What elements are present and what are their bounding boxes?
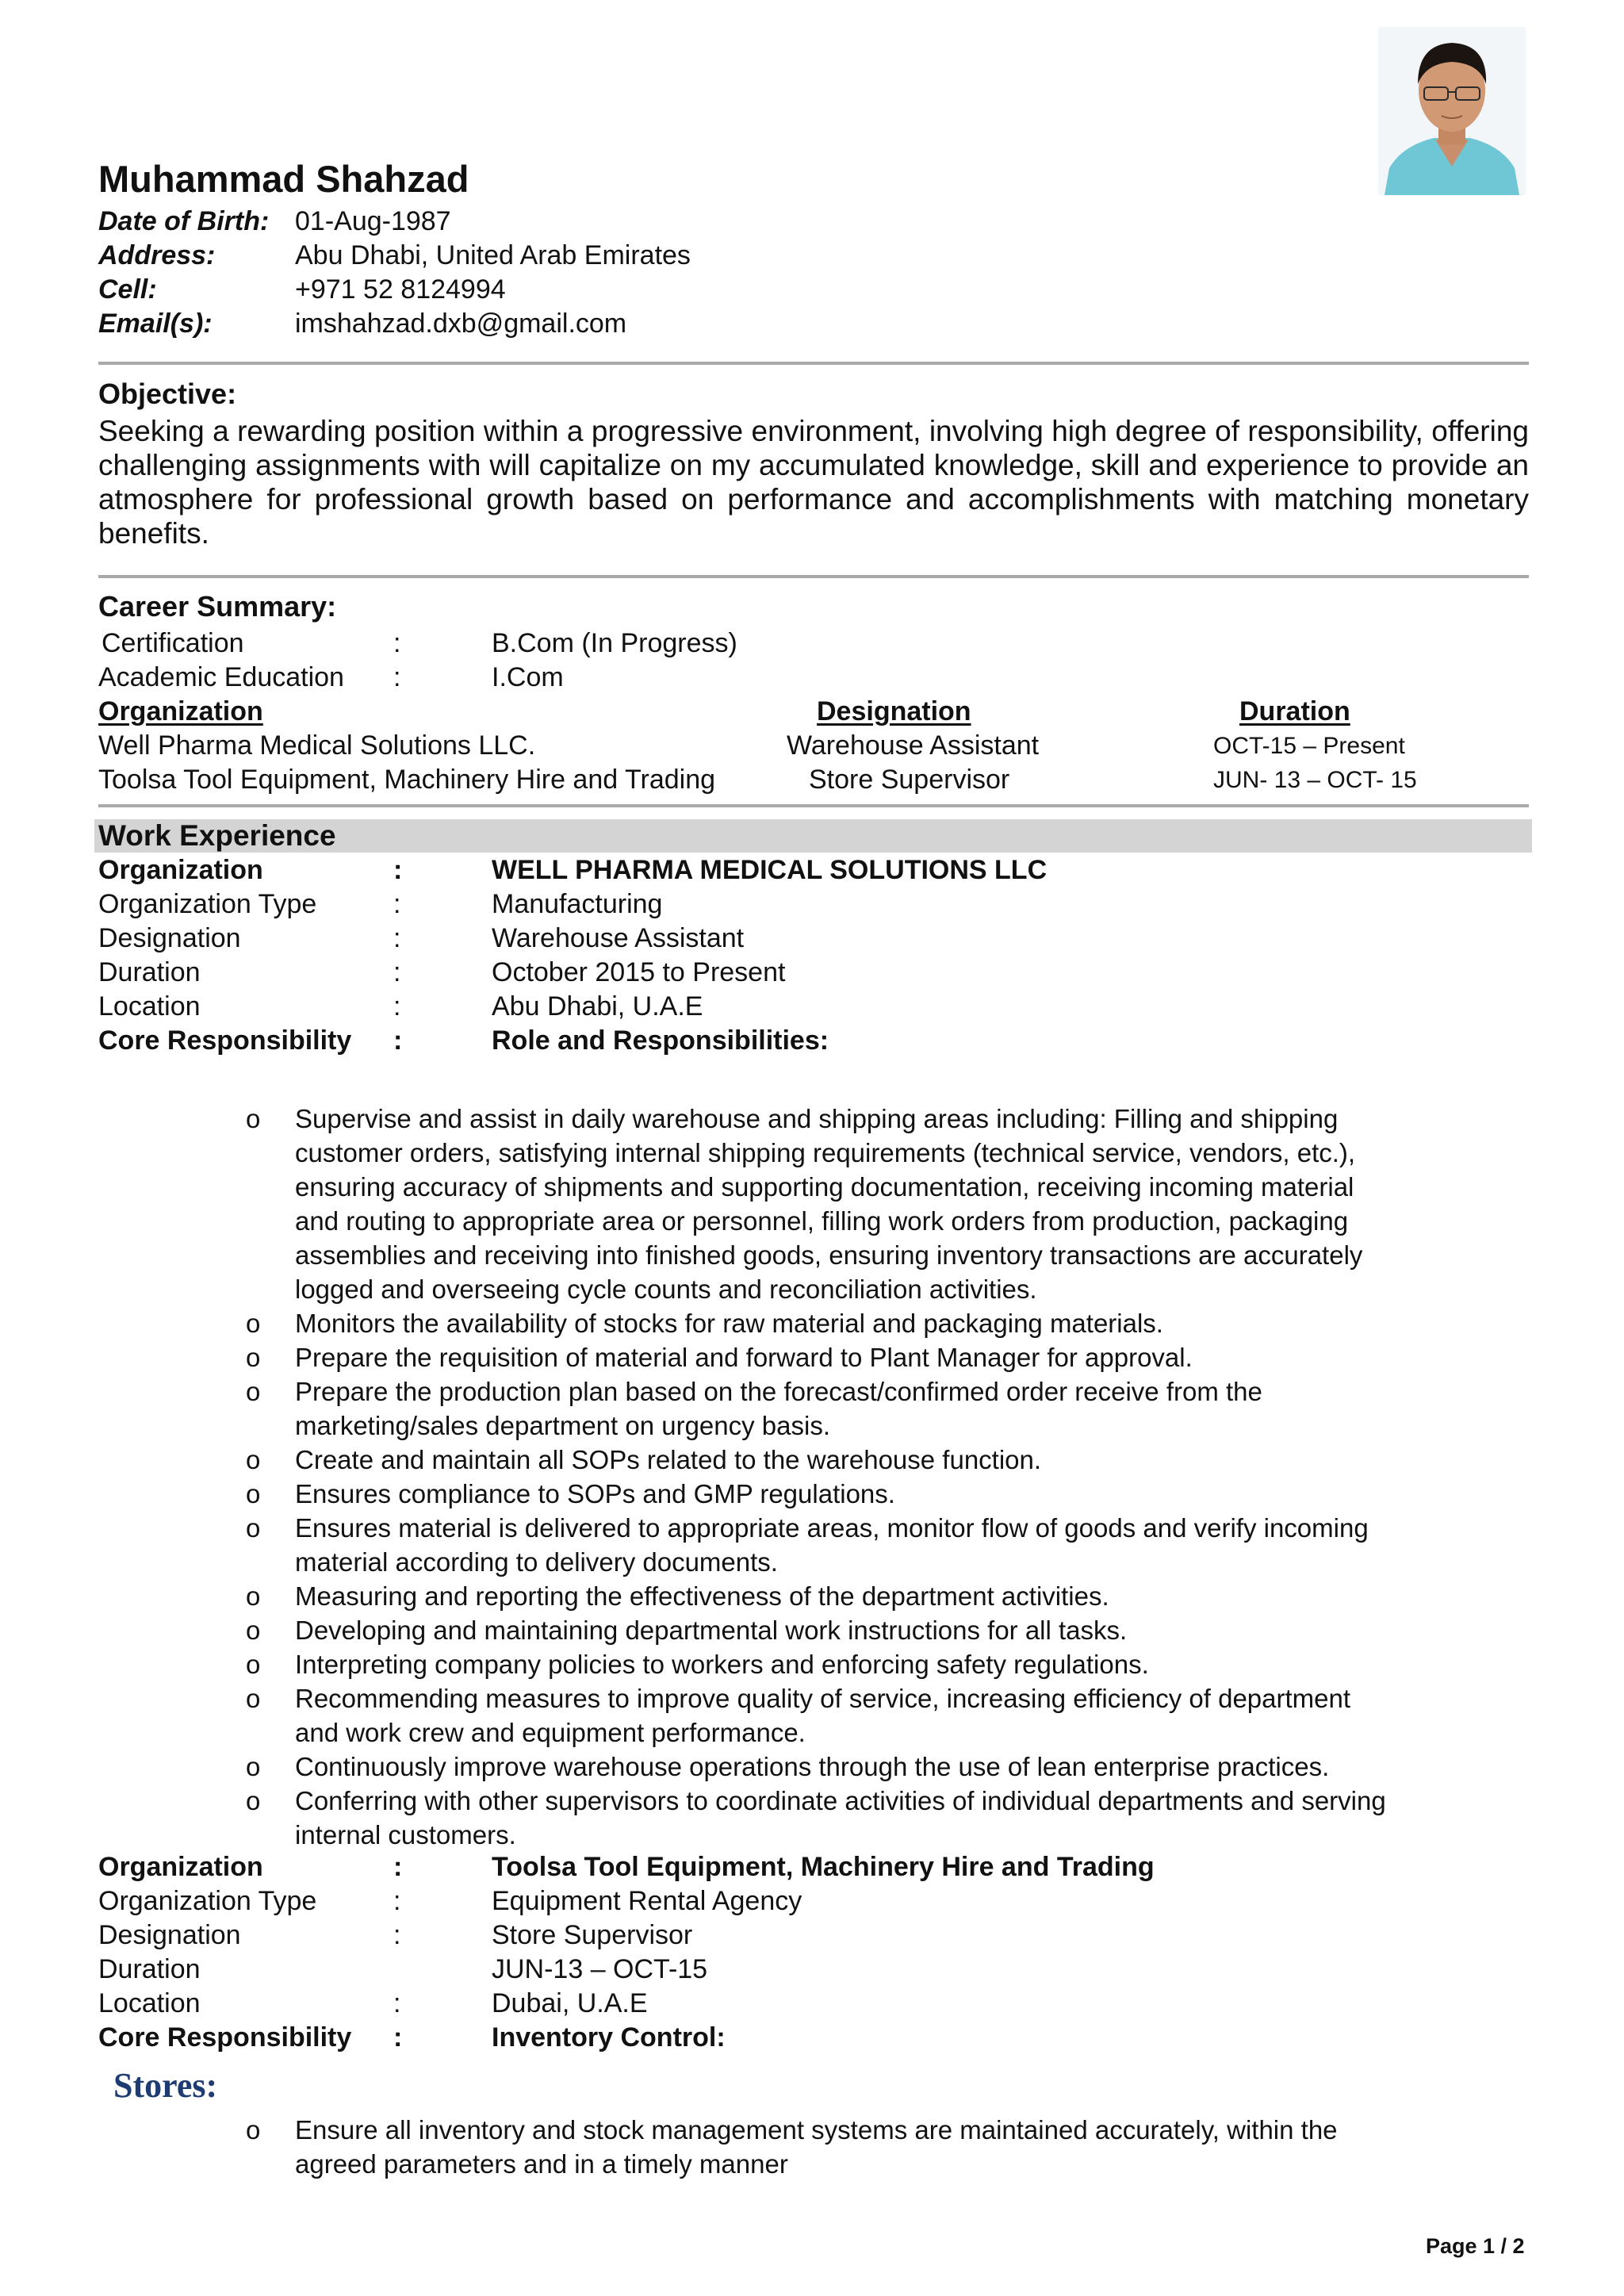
- cell-value: +971 52 8124994: [295, 274, 506, 305]
- bullet-line: Prepare the production plan based on the forecast/confirmed order receive from the: [295, 1377, 1262, 1406]
- bullet-line: and routing to appropriate area or personnel, filling work orders from production, packaging: [295, 1206, 1349, 1236]
- column-duration: Duration: [1239, 696, 1350, 726]
- bullet-item: [246, 1443, 1427, 1477]
- email-label: Email(s):: [98, 309, 213, 339]
- separator: :: [393, 662, 401, 692]
- bullet-marker: o: [246, 1479, 261, 1508]
- separator: :: [393, 855, 403, 885]
- bullet-line: Prepare the requisition of material and forward to Plant Manager for approval.: [295, 1343, 1193, 1372]
- certification-value: B.Com (In Progress): [492, 628, 737, 658]
- bullet-marker: o: [246, 1752, 261, 1781]
- bullet-line: Developing and maintaining departmental work instructions for all tasks.: [295, 1616, 1128, 1645]
- objective-text: [98, 414, 1529, 550]
- objective-paragraph: Seeking a rewarding position within a progressive environment, involving high degree of responsibility, offering challenging assignments with will capitalize on my accumulated knowledge, skill and experience to provide an atmosphere for professional growth based on performance and accomplishments with matching monetary benefits.: [98, 415, 1529, 550]
- bullet-item: [246, 1750, 1427, 1784]
- certification-label: Certification: [102, 628, 244, 658]
- separator: :: [393, 1025, 403, 1056]
- career-row-org: Well Pharma Medical Solutions LLC.: [98, 730, 536, 761]
- field-value: Equipment Rental Agency: [492, 1886, 802, 1916]
- career-row-duration: JUN- 13 – OCT- 15: [1213, 767, 1417, 793]
- bullet-line: customer orders, satisfying internal shipping requirements (technical service, vendors, etc.),: [295, 1138, 1356, 1167]
- bullet-line: marketing/sales department on urgency basis.: [295, 1411, 831, 1440]
- job1-bullet-list: [246, 1102, 1427, 1852]
- page-number: Page 1 / 2: [1426, 2234, 1525, 2258]
- bullet-line: Interpreting company policies to workers and enforcing safety regulations.: [295, 1650, 1149, 1679]
- field-value: Abu Dhabi, U.A.E: [492, 991, 703, 1022]
- bullet-marker: o: [246, 1786, 261, 1815]
- career-summary-heading: Career Summary:: [98, 590, 337, 623]
- field-value: Dubai, U.A.E: [492, 1988, 648, 2018]
- bullet-line: and work crew and equipment performance.: [295, 1718, 806, 1747]
- bullet-marker: o: [246, 1343, 261, 1372]
- separator: :: [393, 1852, 403, 1882]
- bullet-item: [246, 1784, 1427, 1852]
- bullet-item: [246, 1613, 1427, 1647]
- separator: :: [393, 889, 401, 919]
- field-value: Warehouse Assistant: [492, 923, 745, 953]
- divider: [98, 362, 1529, 365]
- stores-heading: Stores:: [113, 2066, 218, 2105]
- bullet-marker: o: [246, 1445, 261, 1474]
- bullet-marker: o: [246, 1581, 261, 1611]
- email-value: imshahzad.dxb@gmail.com: [295, 309, 627, 339]
- candidate-name: Muhammad Shahzad: [98, 158, 469, 200]
- address-label: Address:: [98, 240, 216, 270]
- bullet-marker: o: [246, 1684, 261, 1713]
- field-label: Designation: [98, 923, 241, 953]
- education-value: I.Com: [492, 662, 564, 692]
- bullet-line: Ensures material is delivered to appropriate areas, monitor flow of goods and verify incoming: [295, 1513, 1369, 1543]
- separator: :: [393, 923, 401, 953]
- bullet-marker: o: [246, 1616, 261, 1645]
- bullet-line: Ensure all inventory and stock management systems are maintained accurately, within the: [295, 2115, 1338, 2145]
- field-value: Toolsa Tool Equipment, Machinery Hire and Trading: [492, 1852, 1155, 1882]
- bullet-marker: o: [246, 1377, 261, 1406]
- profile-photo: [1378, 27, 1526, 195]
- field-value: WELL PHARMA MEDICAL SOLUTIONS LLC: [492, 855, 1048, 885]
- bullet-line: agreed parameters and in a timely manner: [295, 2149, 788, 2179]
- bullet-item: [246, 1477, 1427, 1511]
- bullet-item: [246, 1102, 1427, 1306]
- divider: [98, 575, 1529, 578]
- column-designation: Designation: [817, 696, 971, 726]
- bullet-line: Recommending measures to improve quality of service, increasing efficiency of department: [295, 1684, 1351, 1713]
- field-label: Location: [98, 991, 201, 1022]
- bullet-item: [246, 1579, 1427, 1613]
- field-label: Organization Type: [98, 1886, 317, 1916]
- bullet-marker: o: [246, 1650, 261, 1679]
- bullet-line: Supervise and assist in daily warehouse and shipping areas including: Filling and shipping: [295, 1104, 1339, 1133]
- career-row-designation: Warehouse Assistant: [787, 730, 1040, 761]
- bullet-line: Monitors the availability of stocks for raw material and packaging materials.: [295, 1309, 1163, 1338]
- field-label: Organization: [98, 855, 263, 885]
- field-label: Core Responsibility: [98, 1025, 352, 1056]
- field-label: Core Responsibility: [98, 2022, 352, 2053]
- field-value: Inventory Control:: [492, 2022, 726, 2053]
- bullet-item: [246, 2113, 1427, 2181]
- field-label: Organization: [98, 1852, 263, 1882]
- field-label: Designation: [98, 1920, 241, 1950]
- bullet-line: Create and maintain all SOPs related to the warehouse function.: [295, 1445, 1042, 1474]
- bullet-line: Ensures compliance to SOPs and GMP regulations.: [295, 1479, 895, 1508]
- separator: :: [393, 1988, 401, 2018]
- address-value: Abu Dhabi, United Arab Emirates: [295, 240, 691, 270]
- field-label: Duration: [98, 1954, 201, 1984]
- separator: :: [393, 991, 401, 1022]
- cell-label: Cell:: [98, 274, 157, 305]
- separator: :: [393, 2022, 403, 2053]
- divider: [98, 804, 1529, 807]
- field-value: Manufacturing: [492, 889, 663, 919]
- field-label: Location: [98, 1988, 201, 2018]
- field-value: Role and Responsibilities:: [492, 1025, 829, 1056]
- field-label: Organization Type: [98, 889, 317, 919]
- bullet-marker: o: [246, 1513, 261, 1543]
- bullet-line: logged and overseeing cycle counts and reconciliation activities.: [295, 1274, 1037, 1304]
- bullet-item: [246, 1511, 1427, 1579]
- bullet-item: [246, 1306, 1427, 1340]
- bullet-marker: o: [246, 1104, 261, 1133]
- job2-bullet-list: [246, 2113, 1427, 2181]
- bullet-line: Measuring and reporting the effectiveness of the department activities.: [295, 1581, 1109, 1611]
- bullet-line: Continuously improve warehouse operations through the use of lean enterprise practices.: [295, 1752, 1330, 1781]
- bullet-item: [246, 1340, 1427, 1374]
- bullet-line: Conferring with other supervisors to coordinate activities of individual departments and serving: [295, 1786, 1386, 1815]
- bullet-line: ensuring accuracy of shipments and supporting documentation, receiving incoming material: [295, 1172, 1354, 1202]
- field-value: Store Supervisor: [492, 1920, 693, 1950]
- objective-heading: Objective:: [98, 378, 237, 410]
- bullet-marker: o: [246, 2115, 261, 2145]
- field-value: JUN-13 – OCT-15: [492, 1954, 708, 1984]
- bullet-line: internal customers.: [295, 1820, 516, 1849]
- career-row-org: Toolsa Tool Equipment, Machinery Hire and Trading: [98, 765, 716, 795]
- bullet-marker: o: [246, 1309, 261, 1338]
- field-value: October 2015 to Present: [492, 957, 786, 987]
- bullet-item: [246, 1374, 1427, 1443]
- bullet-line: assemblies and receiving into finished goods, ensuring inventory transactions are accurately: [295, 1240, 1363, 1270]
- separator: :: [393, 957, 401, 987]
- column-organization: Organization: [98, 696, 263, 726]
- bullet-item: [246, 1681, 1427, 1750]
- separator: :: [393, 1920, 401, 1950]
- career-row-designation: Store Supervisor: [809, 765, 1010, 795]
- career-row-duration: OCT-15 – Present: [1213, 733, 1405, 759]
- dob-label: Date of Birth:: [98, 206, 270, 236]
- bullet-line: material according to delivery documents.: [295, 1547, 778, 1577]
- bullet-item: [246, 1647, 1427, 1681]
- work-experience-heading: Work Experience: [98, 819, 336, 852]
- dob-value: 01-Aug-1987: [295, 206, 451, 236]
- education-label: Academic Education: [98, 662, 344, 692]
- field-label: Duration: [98, 957, 201, 987]
- separator: :: [393, 1886, 401, 1916]
- separator: :: [393, 628, 401, 658]
